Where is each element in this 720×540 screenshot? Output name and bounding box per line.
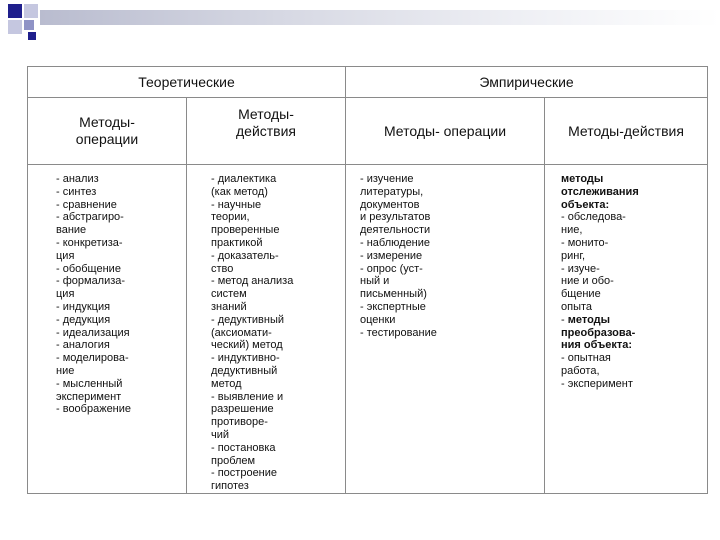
list-item: ние: [56, 364, 75, 377]
list-item: - дедуктивный: [211, 313, 285, 326]
subheader-theor-operations: [28, 98, 187, 165]
list-item: - обследова-: [561, 211, 626, 224]
list-item: работа,: [561, 364, 600, 377]
header-row: [28, 67, 708, 98]
list-theor-actions: [187, 165, 345, 493]
list-item: опыта: [561, 300, 593, 313]
list-item: отслеживания: [561, 185, 639, 198]
list-item: - опрос (уст-: [360, 262, 423, 275]
decorative-square-mid: [8, 20, 22, 34]
column-theor-operations: [28, 165, 187, 494]
list-item: - опытная: [561, 352, 611, 365]
list-item: - аналогия: [56, 339, 110, 352]
list-item: проблем: [211, 454, 256, 467]
list-item: деятельности: [360, 224, 431, 237]
list-item: - тестирование: [360, 326, 437, 339]
decorative-header: [0, 0, 720, 44]
list-item: - методы: [561, 313, 611, 326]
list-item: - эксперимент: [561, 377, 633, 390]
list-item: ринг,: [561, 249, 586, 262]
list-item: - моделирова-: [56, 352, 129, 365]
list-item: - сравнение: [56, 198, 117, 211]
list-item: - наблюдение: [360, 236, 431, 249]
subheader-theor-actions: [187, 98, 346, 165]
list-item: методы: [561, 173, 604, 185]
list-item: ние,: [561, 224, 583, 237]
list-item: ция: [56, 249, 75, 262]
list-item: письменный): [360, 288, 427, 301]
list-item: теории,: [211, 211, 250, 224]
list-item: - индуктивно-: [211, 352, 280, 365]
list-item: ный и: [360, 275, 390, 288]
header-empirical: Эмпирические: [346, 67, 708, 98]
bold-text: методы: [567, 313, 611, 326]
list-item: - монито-: [561, 236, 609, 249]
list-item: знаний: [211, 300, 247, 313]
list-item: (как метод): [211, 185, 268, 198]
list-item: бщение: [561, 288, 601, 301]
list-item: ция: [56, 288, 75, 301]
list-item: - индукция: [56, 300, 111, 313]
column-emp-actions: [545, 165, 708, 494]
decorative-square-mid-2: [24, 20, 34, 30]
list-emp-operations: [346, 165, 544, 339]
methods-table: [27, 66, 708, 494]
list-item: - обобщение: [56, 262, 121, 275]
list-item: проверенные: [211, 224, 280, 237]
list-item: объекта:: [561, 198, 610, 211]
list-item: преобразова-: [561, 326, 636, 339]
column-theor-actions: [187, 165, 346, 494]
list-item: - измерение: [360, 249, 423, 262]
list-item: - анализ: [56, 173, 99, 185]
list-item: - экспертные: [360, 300, 426, 313]
list-item: - формализа-: [56, 275, 126, 288]
decorative-gradient-bar: [40, 10, 720, 25]
list-item: - построение: [211, 467, 278, 480]
list-item: ние и обо-: [561, 275, 614, 288]
list-item: дедуктивный: [211, 364, 278, 377]
list-item: практикой: [211, 236, 263, 249]
subheader-line: операции: [75, 131, 139, 147]
subheader-line: Методы-: [79, 114, 135, 130]
list-item: - идеализация: [56, 326, 130, 339]
list-item: - изуче-: [561, 262, 600, 275]
subheader-emp-actions: Методы-действия: [545, 98, 708, 165]
list-item: литературы,: [360, 185, 424, 198]
list-item: - диалектика: [211, 173, 277, 185]
list-item: - метод анализа: [211, 275, 294, 288]
list-item: разрешение: [211, 403, 274, 416]
column-emp-operations: [346, 165, 545, 494]
list-item: - абстрагиро-: [56, 211, 124, 224]
list-item: ния объекта:: [561, 339, 633, 352]
list-item: - дедукция: [56, 313, 111, 326]
list-item: ство: [211, 262, 234, 275]
list-theor-operations: [28, 165, 186, 416]
decorative-square-dark: [8, 4, 22, 18]
decorative-square-small: [28, 32, 36, 40]
list-item: документов: [360, 198, 420, 211]
subheader-row: [28, 98, 708, 165]
subheader-emp-operations: Методы- операции: [346, 98, 545, 165]
list-item: метод: [211, 377, 242, 390]
list-item: чий: [211, 428, 230, 441]
list-item: - синтез: [56, 185, 97, 198]
list-item: - конкретиза-: [56, 236, 123, 249]
list-item: - воображение: [56, 403, 132, 416]
list-item: вание: [56, 224, 87, 237]
list-item: - мысленный: [56, 377, 123, 390]
subheader-line: действия: [235, 123, 297, 139]
list-item: и результатов: [360, 211, 431, 224]
list-item: ческий) метод: [211, 339, 283, 352]
body-row: [28, 165, 708, 494]
list-item: - научные: [211, 198, 262, 211]
list-item: гипотез: [211, 480, 249, 493]
list-item: эксперимент: [56, 390, 122, 403]
list-emp-actions: [545, 165, 707, 391]
list-item: - доказатель-: [211, 249, 279, 262]
subheader-line: Методы-: [238, 106, 294, 122]
decorative-square-light: [24, 4, 38, 18]
header-theoretical: Теоретические: [28, 67, 346, 98]
list-item: (аксиомати-: [211, 326, 272, 339]
list-item: оценки: [360, 313, 396, 326]
list-item: - постановка: [211, 441, 276, 454]
list-item: противоре-: [211, 416, 268, 429]
list-item: - изучение: [360, 173, 414, 185]
list-item: систем: [211, 288, 247, 301]
list-item: - выявление и: [211, 390, 284, 403]
